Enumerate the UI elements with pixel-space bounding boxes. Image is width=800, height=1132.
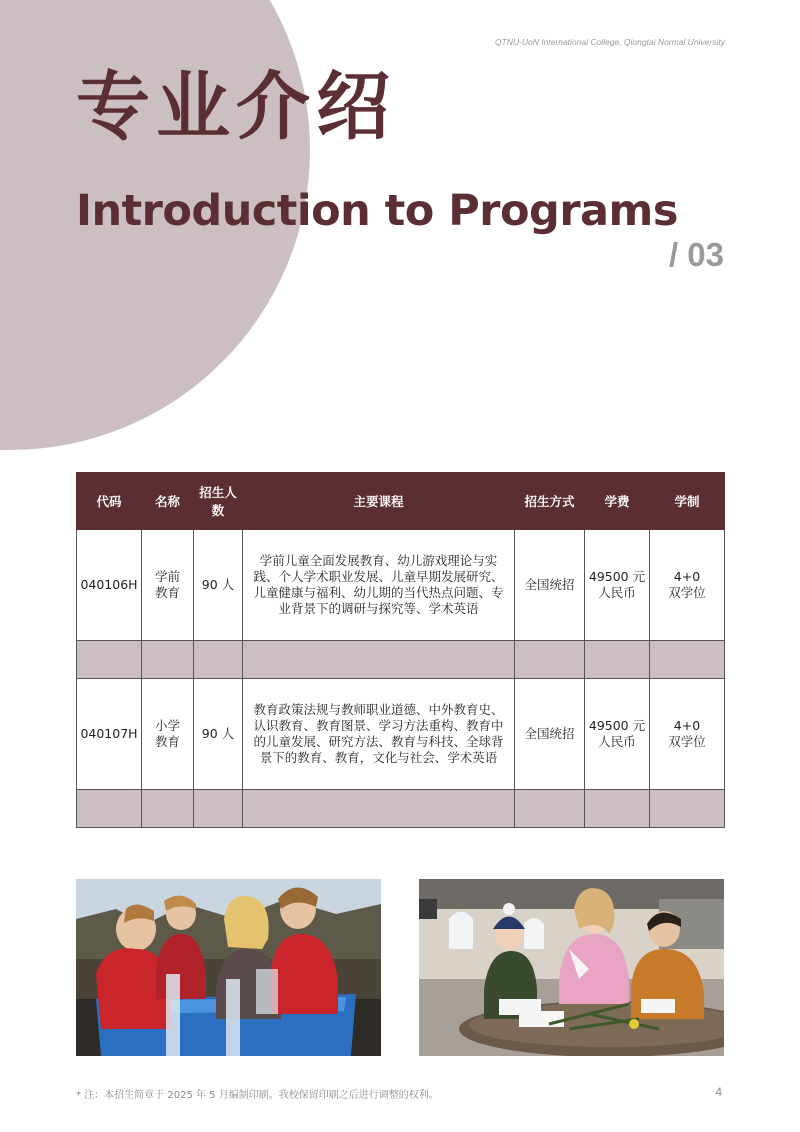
cell-courses: 学前儿童全面发展教育、幼儿游戏理论与实践、个人学术职业发展、儿童早期发展研究、儿童健康与福利、幼儿期的当代热点问题、专业背景下的调研与探究等、学术英语 bbox=[243, 530, 515, 641]
table-spacer-row bbox=[77, 790, 725, 828]
table-row bbox=[77, 679, 725, 790]
cell-code: 040106H bbox=[77, 530, 142, 641]
programs-table bbox=[76, 472, 725, 828]
cell-duration: 4+0 双学位 bbox=[650, 679, 725, 790]
college-name-line: QTNU-UoN International College, Qiongtai Normal University bbox=[494, 37, 725, 47]
table-header-row bbox=[77, 473, 725, 530]
cell-duration: 4+0 双学位 bbox=[650, 530, 725, 641]
page-title-cn: 专业介绍 bbox=[76, 64, 396, 150]
header-code: 代码 bbox=[77, 473, 142, 530]
header-enrollment: 招生人数 bbox=[194, 473, 243, 530]
header-admission: 招生方式 bbox=[515, 473, 585, 530]
cell-admission: 全国统招 bbox=[515, 530, 585, 641]
photo-indoor-activity bbox=[419, 879, 724, 1056]
cell-admission: 全国统招 bbox=[515, 679, 585, 790]
page-title-en: Introduction to Programs bbox=[76, 186, 678, 236]
cell-name: 小学 教育 bbox=[142, 679, 194, 790]
section-number: / 03 bbox=[668, 236, 724, 273]
page-number: 4 bbox=[715, 1085, 722, 1099]
table-spacer-row bbox=[77, 641, 725, 679]
photo-outdoor-water-play bbox=[76, 879, 381, 1056]
header-name: 名称 bbox=[142, 473, 194, 530]
header-courses: 主要课程 bbox=[243, 473, 515, 530]
cell-courses: 教育政策法规与教师职业道德、中外教育史、认识教育、教育图景、学习方法重构、教育中的儿童发展、研究方法、教育与科技、全球背景下的教育、教育，文化与社会、学术英语 bbox=[243, 679, 515, 790]
header-tuition: 学费 bbox=[585, 473, 650, 530]
cell-enrollment: 90 人 bbox=[194, 679, 243, 790]
cell-code: 040107H bbox=[77, 679, 142, 790]
footnote: * 注：本招生简章于 2025 年 5 月编制印刷。我校保留印刷之后进行调整的权利。 bbox=[76, 1090, 439, 1101]
table-row bbox=[77, 530, 725, 641]
cell-name: 学前 教育 bbox=[142, 530, 194, 641]
cell-tuition: 49500 元 人民币 bbox=[585, 679, 650, 790]
cell-enrollment: 90 人 bbox=[194, 530, 243, 641]
cell-tuition: 49500 元 人民币 bbox=[585, 530, 650, 641]
header-duration: 学制 bbox=[650, 473, 725, 530]
